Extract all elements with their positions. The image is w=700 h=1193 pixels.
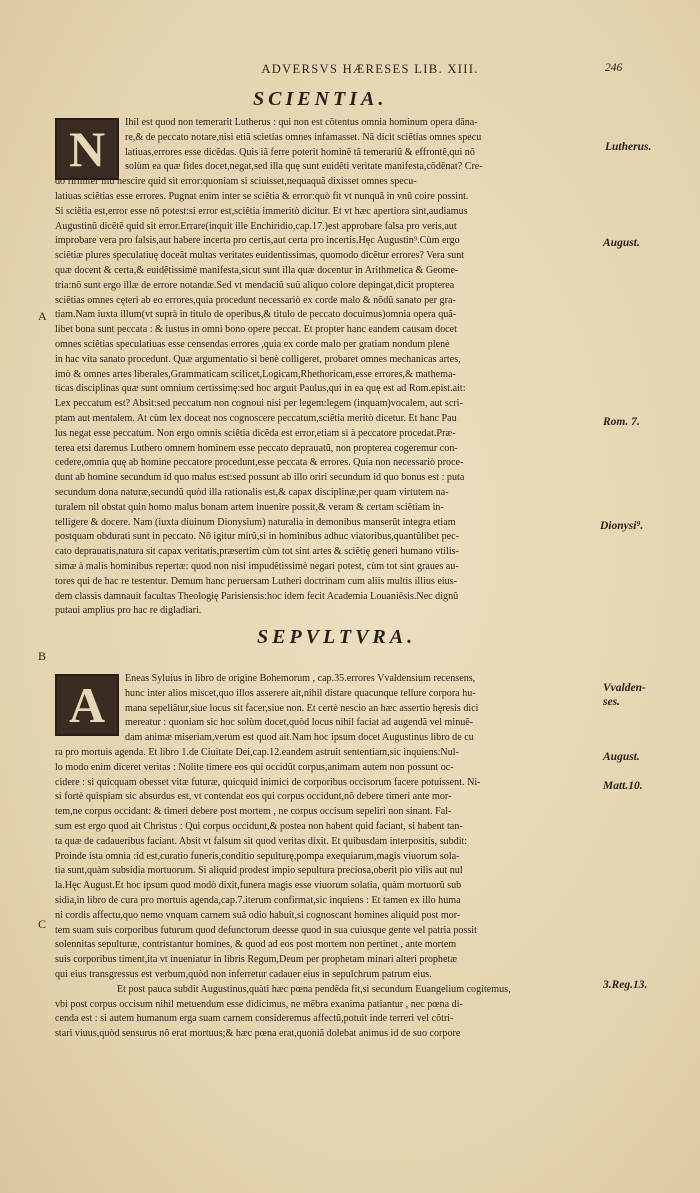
text-line: dem classis damnauit facultas Theologię Parisiensis:hoc idem fecit Academia Louaniẽsis.Nec dignũ <box>55 590 459 602</box>
text-line: ni cordis affectu,quo nemo vnquam carnem suã odio habuit,si cognoscant homines aliquid post mor- <box>55 909 461 921</box>
text-line: tiam.Nam iuxta illum(vt suprà in titulo de operibus,& titulo de peccato docuimus)omnia opera quã- <box>55 309 457 321</box>
text-line: cenda est : si autem humanum erga suam carnem consideremus affectũ,potuit inde terreri vel cõtri- <box>55 1013 454 1025</box>
text-line: tem,ne corpus occidant: & timeri debere post mortem , ne corpus occisum sepeliri non sinant. Fal- <box>55 806 452 818</box>
text-line: Ihil est quod non temerarit Lutherus : qui non est cõtentus omnia hominum opera dãna- <box>125 117 478 128</box>
text-line: solùm ea quæ fides docet,negat,sed illa quę sunt euidẽti veritate manifesta,cõdẽnat? Cre- <box>125 161 483 173</box>
text-line: lo modo enim diceret veritas : Nolite timere eos qui occidũt corpus,animam autem non possunt oc- <box>55 761 454 773</box>
section1-body <box>55 116 597 619</box>
text-line: telligere & docere. Nam (iuxta diuinum Dionysium) naturalia in demonibus manserũt integra etiam <box>55 516 456 528</box>
text-line: ra pro mortuis agenda. Et libro 1.de Ciuitate Dei,cap.12.eandem astruit sententiam,sic inquiens:Nul- <box>55 746 459 758</box>
section2-body <box>55 672 597 1042</box>
margin-note-rom: Rom. 7. <box>603 416 640 428</box>
text-line: si fortè quispiam sic absurdus est, vt contendat eos qui corpus occidunt,nõ debere timeri ante mor- <box>55 791 452 803</box>
text-line: ta quæ de cadaueribus faciant. Absit vt falsum sit quod veritas dixit. Et quibusdam interpositis, subdit: <box>55 835 468 847</box>
margin-note-matt: Matt.10. <box>603 780 643 792</box>
text-line: vbi post corpus occisum nihil metuendum esse didicimus, ne mẽbra exanima patiantur , nec pœna di- <box>55 998 463 1010</box>
margin-note-august: August. <box>603 237 640 249</box>
text-line: Et post pauca subdit Augustinus,quàti hæc pœna pendẽda fit,si secundum Euangelium cogitemus, <box>117 983 511 995</box>
text-line: omnes sciẽtias speculatiuas esse censendas errores ,quia ex corde malo per gratiam nondum plenè <box>55 338 450 350</box>
text-line: Si sciẽtia est,error esse nõ potest:si error est,sciẽtia immeritò dicitur. Et vt hæc apertiora sint,audiamus <box>55 205 468 217</box>
text-line: la.Hęc August.Et hoc ipsum quod modò dixit,funera magis esse viuorum solatia, quàm mortuorũ sub <box>55 880 462 892</box>
text-line: imò & omnes artes liberales,Grammaticam scilicet,Logicam,Rhethoricam,esse errores,& mathema- <box>55 368 456 380</box>
text-line: cedere,omnia quę ab homine peccatore procedunt,esse peccata & errores. Quia non necessariò proce- <box>55 457 464 469</box>
text-line: mereatur : quoniam sic hoc solùm docet,quòd locus nihil faciat ad augendã vel minuẽ- <box>125 717 474 729</box>
text-line: Lex peccatum est? Absit:sed peccatum non cognoui nisi per legem:legem (inquam)vocalem, aut scri- <box>55 398 463 410</box>
text-line: cato deprauatis,natura sit capax veritatis,præsertim cùm tot sint artes & sciẽtię generi humano vtilis- <box>55 546 459 558</box>
text-line: sciẽtias omnes cęteri ab eo errores,quia procedunt necessariò ex corde malo & nõdũ sanato per gra- <box>55 294 456 306</box>
text-line: Augustinũ dicẽtẽ quid sit error.Errare(inquit ille Enchiridio,cap.17.)est approbare falsa pro veris,aut <box>55 220 457 232</box>
margin-letter-c: C <box>38 917 47 931</box>
section-title-sepultura: SEPVLTVRA. <box>257 626 417 648</box>
text-line: tria:nõ sunt ergo illæ de errore notandæ.Sed vt mendaciũ suũ aliquo colore depingat,dicit propterea <box>55 279 455 291</box>
text-line: putaui amplius pro hac re digladiari. <box>55 605 202 617</box>
text-line: solennitas sepulturæ, contristantur homines, & quod ad eos post mortem non pertinet , ante mortem <box>55 939 457 951</box>
text-line: qui eius transgressus est verbum,quòd non inferretur cadauer eius in sepulchrum patrum eius. <box>55 968 432 980</box>
margin-letter-a: A <box>38 309 47 323</box>
decorated-initial-n: N <box>55 118 119 180</box>
text-line: Proinde ista omnia :id est,curatio funeris,conditio sepulturę,pompa exequiarum,magis viuorum sola- <box>55 850 460 862</box>
text-line: latiuas sciẽtias esse errores. Pugnat enim inter se sciẽtia & error:quò fit vt nunquã in vnũ coire possint. <box>55 190 469 202</box>
text-line: quæ docent & certa,& euidẽtissimè manifesta,sicut sunt illa quæ docentur in Arithmetica & Geome- <box>55 264 459 276</box>
text-line: in hac vita sanato procedunt. Quæ argumentatio si benè colligeret, probaret omnes mechanicas artes, <box>55 353 461 365</box>
decorated-initial-a: A <box>55 674 119 736</box>
text-line: suis corporibus timent,ita vt inueniatur in libris Regum,Deum per prophetam minari alteri prophetæ <box>55 954 457 966</box>
margin-note-lutherus: Lutherus. <box>605 141 652 153</box>
text-line: cidere : si quicquam obesset vitæ futuræ, quicquid inimici de corporibus occisorum facere potuissent. Ni- <box>55 776 481 788</box>
margin-letter-b: B <box>38 649 47 663</box>
text-line: ptam aut mentalem. At cùm lex doceat nos cognoscere peccatum,sciẽtia meritò dicetur. Et hanc Pau <box>55 412 457 424</box>
text-line: sciẽtiæ plures speculatiuę doceãt multas veritates euidentissimas, quomodo dicẽtur errores? Vera sunt <box>55 250 465 262</box>
text-line: hunc inter alios miscet,quo illos asserere ait,nihil distare quacunque tellure corpora hu- <box>125 687 476 699</box>
text-line: libet bona sunt peccata : & iustus in omni bono opere peccat. Et propter hanc eandem causam docet <box>55 324 457 336</box>
text-line: do firmiter illũ nescire quid sit error:quoniam si sciuisset,nequaquã dixisset omnes specu- <box>55 176 417 188</box>
margin-note-vvaldenses: Vvalden-ses. <box>603 682 646 708</box>
text-line: terea etsi daremus Luthero omnem hominem esse peccato deprauatũ, non propterea cogeremur con- <box>55 442 458 454</box>
text-line: mana sepeliãtur,siue locus sit facer,siue non. Et certè nescio an hæc assertio hęresis dici <box>125 702 479 714</box>
running-header: ADVERSVS HÆRESES LIB. XIII. <box>261 62 479 76</box>
text-line: sum est ergo quod ait Christus : Qui corpus occidunt,& postea non habent quid faciant, si habent tan- <box>55 820 463 832</box>
text-line: tem suam suis corporibus futurum quod defunctorum deesse quod in sua cuiusque gente vel patria possit <box>55 924 477 936</box>
text-line: postquam obdurati sunt in peccato. Nõ igitur mirũ,si in hominibus adhuc viatoribus,quantũlibet pec- <box>55 531 459 543</box>
text-line: tia sunt,quàm subsidia mortuorum. Si aliquid prodest impio sepultura preciosa,oberit pio vilis aut nul <box>55 865 463 877</box>
text-line: improbare vera pro falsis,aut habere incerta pro certis,aut certa pro incertis.Hęc Augustin⁹.Cùm ergo <box>55 235 460 247</box>
text-line: Eneas Syluius in libro de origine Bohemorum , cap.35.errores Vvaldensium recensens, <box>125 673 476 684</box>
text-line: dam animæ miseriam,verum est quod ait.Nam hoc ipsum docet Augustinus libro de cu <box>125 732 474 744</box>
text-line: tores qui de hac re testentur. Demum hanc peruersam Lutheri doctrinam cum aliis multis illius eius- <box>55 575 457 587</box>
text-line: turalem nil obstat quin homo malus bonam artem inuenire possit,& veram & certam sciẽtiam in- <box>55 501 444 513</box>
margin-note-august-2: August. <box>603 751 640 763</box>
text-line: latiuas,errores esse dicẽdas. Quis iã ferre poterit hominẽ tã temerariũ & effrontẽ,qui nõ <box>125 146 475 158</box>
text-line: lus negat esse peccatum. Non ergo omnis sciẽtia dicẽda est error,etiam si à peccatore procedat.Præ- <box>55 427 456 439</box>
text-line: secundum dona naturæ,secundũ quòd illa rationalis est,& capax disciplinæ,per quam virtutem na- <box>55 486 449 498</box>
text-line: simæ à malis hominibus repertæ: quod non nisi impudẽtissimè negari potest, cùm tot sint graues au- <box>55 560 459 572</box>
text-line: dunt ab homine secundum id quo malus est:sed possunt ab illo oriri secundum id quo bonus est : puta <box>55 472 465 484</box>
section-title-scientia: SCIENTIA. <box>253 88 388 110</box>
margin-note-reg: 3.Reg.13. <box>603 979 648 991</box>
text-line: ticas disciplinas quæ sunt omnium certissimę:sed hoc arguit Paulus,qui in ea quę est ad Rom.epist.ait: <box>55 383 466 395</box>
folio-number: 246 <box>605 62 623 74</box>
text-line: sidia,in libro de cura pro mortuis agenda,cap.7.iterum confirmat,sic inquiens : Et tamen ex illo huma <box>55 894 461 906</box>
margin-note-dionysius: Dionysi⁹. <box>600 520 644 532</box>
text-line: stari viuus,quòd sensurus nõ erat mortuus;& hæc pœna erat,quoniã dolebat animus id de suo corpore <box>55 1028 461 1040</box>
text-line: re,& de peccato notare,nisi etiã scietias omnes infamasset. Nã dicit sciẽtias omnes specu <box>125 131 482 143</box>
